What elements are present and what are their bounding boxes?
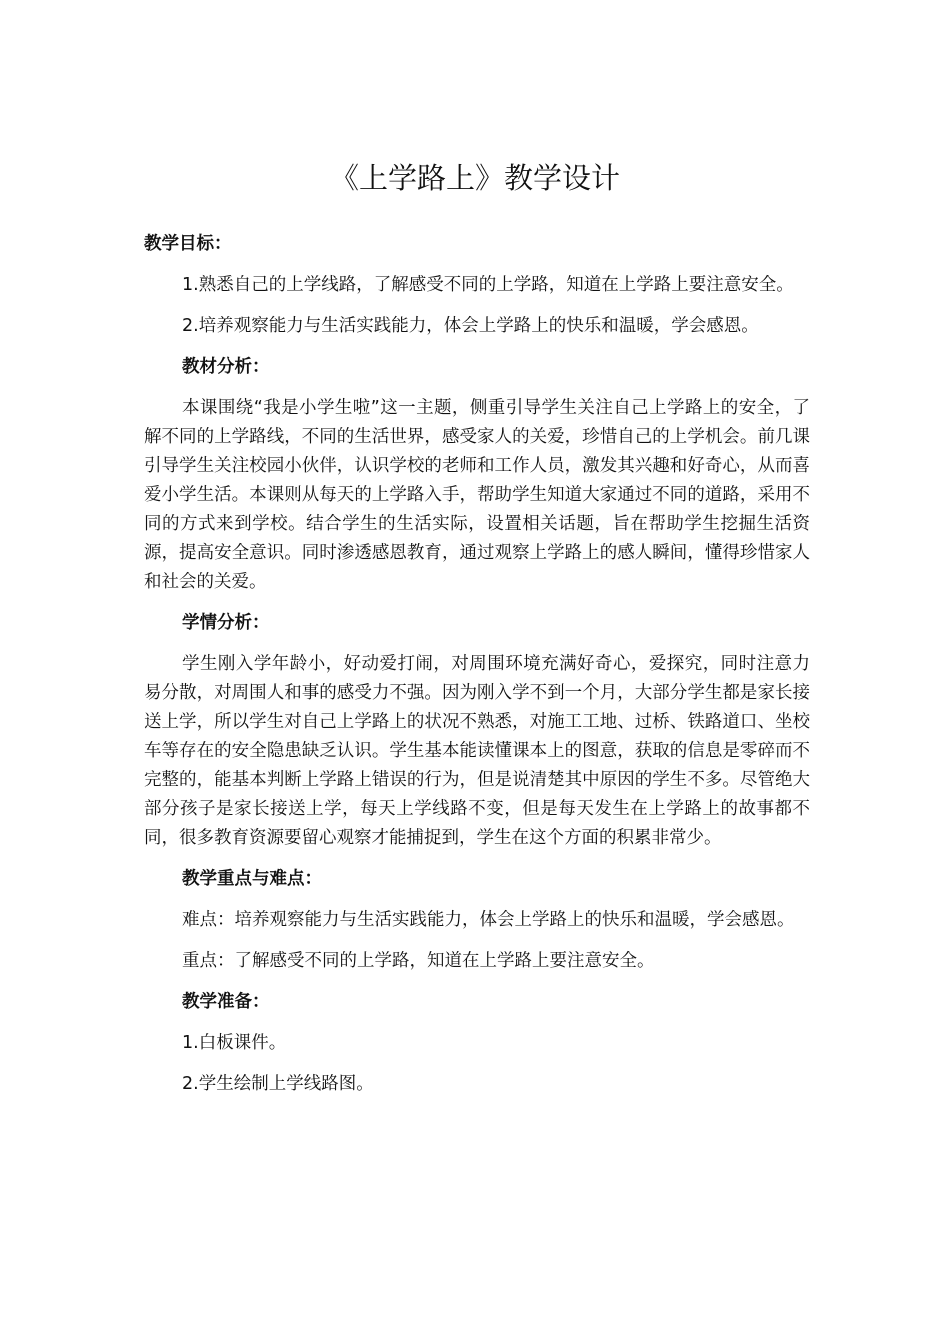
material-text: 本课围绕“我是小学生啦”这一主题，侧重引导学生关注自己上学路上的安全，了解不同的上学路线，不同的生活世界，感受家人的关爱，珍惜自己的上学机会。前几课引导学生关注校园小伙伴，认识学校的老师和工作人员，激发其兴趣和好奇心，从而喜爱小学生活。本课则从每天的上学路入手，帮助学生知道大家通过不同的道路，采用不同的方式来到学校。结合学生的生活实际，设置相关话题，旨在帮助学生挖掘生活资源，提高安全意识。同时渗透感恩教育，通过观察上学路上的感人瞬间，懂得珍惜家人和社会的关爱。 (144, 398, 810, 592)
document-body (144, 230, 810, 1111)
goals-heading: 教学目标： (144, 234, 232, 254)
key-points-heading: 教学重点与难点： (182, 869, 322, 889)
goal-item-2: 2.培养观察能力与生活实践能力，体会上学路上的快乐和温暖，学会感恩。 (182, 316, 759, 336)
students-text: 学生刚入学年龄小，好动爱打闹，对周围环境充满好奇心，爱探究，同时注意力易分散，对周围人和事的感受力不强。因为刚入学不到一个月，大部分学生都是家长接送上学，所以学生对自己上学路上的状况不熟悉，对施工工地、过桥、铁路道口、坐校车等存在的安全隐患缺乏认识。学生基本能读懂课本上的图意，获取的信息是零碎而不完整的，能基本判断上学路上错误的行为，但是说清楚其中原因的学生不多。尽管绝大部分孩子是家长接送上学，每天上学线路不变，但是每天发生在上学路上的故事都不同，很多教育资源要留心观察才能捕捉到，学生在这个方面的积累非常少。 (144, 654, 810, 848)
preparation-heading: 教学准备： (182, 992, 270, 1012)
goal-item-1: 1.熟悉自己的上学线路，了解感受不同的上学路，知道在上学路上要注意安全。 (182, 275, 794, 295)
focus-text: 重点：了解感受不同的上学路，知道在上学路上要注意安全。 (182, 951, 655, 971)
preparation-item-1: 1.白板课件。 (182, 1033, 287, 1053)
difficulty-text: 难点：培养观察能力与生活实践能力，体会上学路上的快乐和温暖，学会感恩。 (182, 910, 795, 930)
document-title: 《上学路上》教学设计 (329, 161, 620, 195)
material-heading: 教材分析： (182, 357, 270, 377)
students-heading: 学情分析： (182, 613, 270, 633)
preparation-item-2: 2.学生绘制上学线路图。 (182, 1074, 374, 1094)
